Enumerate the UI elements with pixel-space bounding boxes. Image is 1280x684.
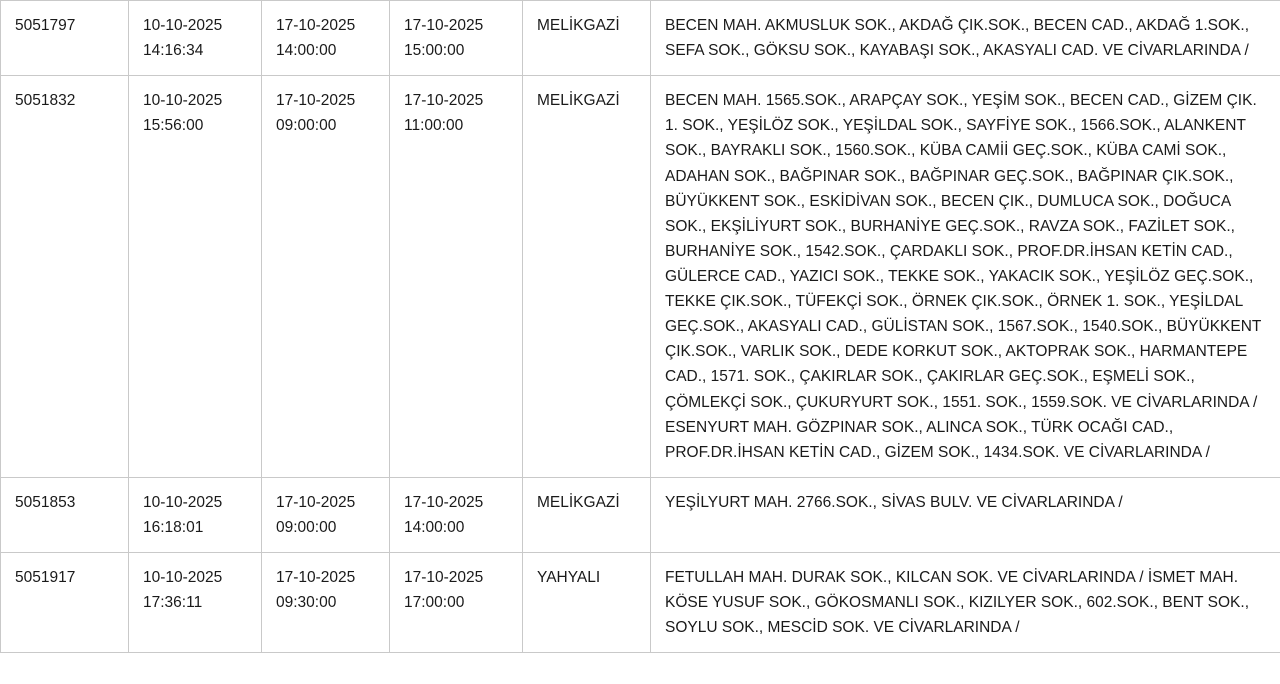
report-time-value: 17:36:11 (143, 594, 203, 612)
cell-region (523, 76, 651, 478)
start-date-value: 17-10-2025 (276, 92, 356, 110)
region-value: MELİKGAZİ (537, 493, 620, 511)
end-date-value: 17-10-2025 (404, 493, 484, 511)
end-date-value: 17-10-2025 (404, 92, 484, 110)
region-value: MELİKGAZİ (537, 92, 620, 110)
report-time-value: 15:56:00 (143, 117, 204, 135)
cell-areas (651, 553, 1280, 653)
table-row (1, 553, 1280, 653)
start-date-value: 17-10-2025 (276, 569, 356, 587)
cell-outage-id (1, 477, 129, 552)
table-row (1, 1, 1280, 76)
cell-end-datetime (390, 76, 523, 478)
start-time-value: 09:00:00 (276, 117, 337, 135)
end-time-value: 14:00:00 (404, 518, 465, 536)
cell-start-datetime (262, 477, 390, 552)
areas-value: BECEN MAH. 1565.SOK., ARAPÇAY SOK., YEŞİM SOK., BECEN CAD., GİZEM ÇIK. 1. SOK., YEŞİLÖZ SOK., YEŞİLDAL SOK., SAYFİYE SOK., 1566.SOK., ALANKENT SOK., BAYRAKLI SOK., 1560.SOK., KÜBA CAMİİ GEÇ.SOK., KÜBA CAMİ SOK., ADAHAN SOK., BAĞPINAR SOK., BAĞPINAR GEÇ.SOK., BAĞPINAR ÇIK.SOK., BÜYÜKKENT SOK., ESKİDİVAN SOK., BECEN ÇIK., DUMLUCA SOK., DOĞUCA SOK., EKŞİLİYURT SOK., BURHANİYE GEÇ.SOK., RAVZA SOK., FAZİLET SOK., BURHANİYE SOK., 1542.SOK., ÇARDAKLI SOK., PROF.DR.İHSAN KETİN CAD., GÜLERCE CAD., YAZICI SOK., TEKKE SOK., YAKACIK SOK., YEŞİLÖZ GEÇ.SOK., TEKKE ÇIK.SOK., TÜFEKÇİ SOK., ÖRNEK ÇIK.SOK., ÖRNEK 1. SOK., YEŞİLDAL GEÇ.SOK., AKASYALI CAD., GÜLİSTAN SOK., 1567.SOK., 1540.SOK., BÜYÜKKENT ÇIK.SOK., VARLIK SOK., DEDE KORKUT SOK., AKTOPRAK SOK., HARMANTEPE CAD., 1571. SOK., ÇAKIRLAR SOK., ÇAKIRLAR GEÇ.SOK., EŞMELİ SOK., ÇÖMLEKÇİ SOK., ÇUKURYURT SOK., 1551. SOK., 1559.SOK. VE CİVARLARINDA / ESENYURT MAH. GÖZPINAR SOK., ALINCA SOK., TÜRK OCAĞI CAD., PROF.DR.İHSAN KETİN CAD., GİZEM SOK., 1434.SOK. VE CİVARLARINDA / (665, 92, 1262, 461)
report-time-value: 16:18:01 (143, 518, 204, 536)
table-row (1, 477, 1280, 552)
cell-report-datetime (129, 76, 262, 478)
cell-areas (651, 477, 1280, 552)
report-date-value: 10-10-2025 (143, 92, 223, 110)
cell-report-datetime (129, 1, 262, 76)
cell-end-datetime (390, 477, 523, 552)
cell-region (523, 477, 651, 552)
region-value: YAHYALI (537, 569, 601, 587)
start-time-value: 14:00:00 (276, 42, 337, 60)
cell-start-datetime (262, 553, 390, 653)
start-date-value: 17-10-2025 (276, 493, 356, 511)
end-date-value: 17-10-2025 (404, 17, 484, 34)
outage-id-value: 5051832 (15, 92, 76, 110)
table-row (1, 76, 1280, 478)
areas-value: FETULLAH MAH. DURAK SOK., KILCAN SOK. VE CİVARLARINDA / İSMET MAH. KÖSE YUSUF SOK., GÖKOSMANLI SOK., KIZILYER SOK., 602.SOK., BENT SOK., SOYLU SOK., MESCİD SOK. VE CİVARLARINDA / (665, 569, 1250, 637)
cell-region (523, 553, 651, 653)
end-time-value: 17:00:00 (404, 594, 465, 612)
cell-outage-id (1, 553, 129, 653)
cell-end-datetime (390, 1, 523, 76)
start-time-value: 09:00:00 (276, 518, 337, 536)
region-value: MELİKGAZİ (537, 17, 620, 34)
end-time-value: 15:00:00 (404, 42, 465, 60)
end-time-value: 11:00:00 (404, 117, 464, 135)
areas-value: YEŞİLYURT MAH. 2766.SOK., SİVAS BULV. VE CİVARLARINDA / (665, 493, 1123, 511)
end-date-value: 17-10-2025 (404, 569, 484, 587)
start-time-value: 09:30:00 (276, 594, 337, 612)
areas-value: BECEN MAH. AKMUSLUK SOK., AKDAĞ ÇIK.SOK., BECEN CAD., AKDAĞ 1.SOK., SEFA SOK., GÖKSU SOK., KAYABAŞI SOK., AKASYALI CAD. VE CİVARLARINDA / (665, 17, 1249, 60)
outage-table-body (1, 1, 1280, 653)
outage-id-value: 5051853 (15, 493, 76, 511)
cell-start-datetime (262, 76, 390, 478)
cell-outage-id (1, 1, 129, 76)
cell-start-datetime (262, 1, 390, 76)
cell-region (523, 1, 651, 76)
outage-id-value: 5051917 (15, 569, 76, 587)
report-date-value: 10-10-2025 (143, 17, 223, 34)
cell-report-datetime (129, 477, 262, 552)
report-date-value: 10-10-2025 (143, 493, 223, 511)
report-date-value: 10-10-2025 (143, 569, 223, 587)
cell-outage-id (1, 76, 129, 478)
cell-end-datetime (390, 553, 523, 653)
report-time-value: 14:16:34 (143, 42, 204, 60)
start-date-value: 17-10-2025 (276, 17, 356, 34)
cell-areas (651, 76, 1280, 478)
outage-id-value: 5051797 (15, 17, 76, 34)
cell-areas (651, 1, 1280, 76)
cell-report-datetime (129, 553, 262, 653)
